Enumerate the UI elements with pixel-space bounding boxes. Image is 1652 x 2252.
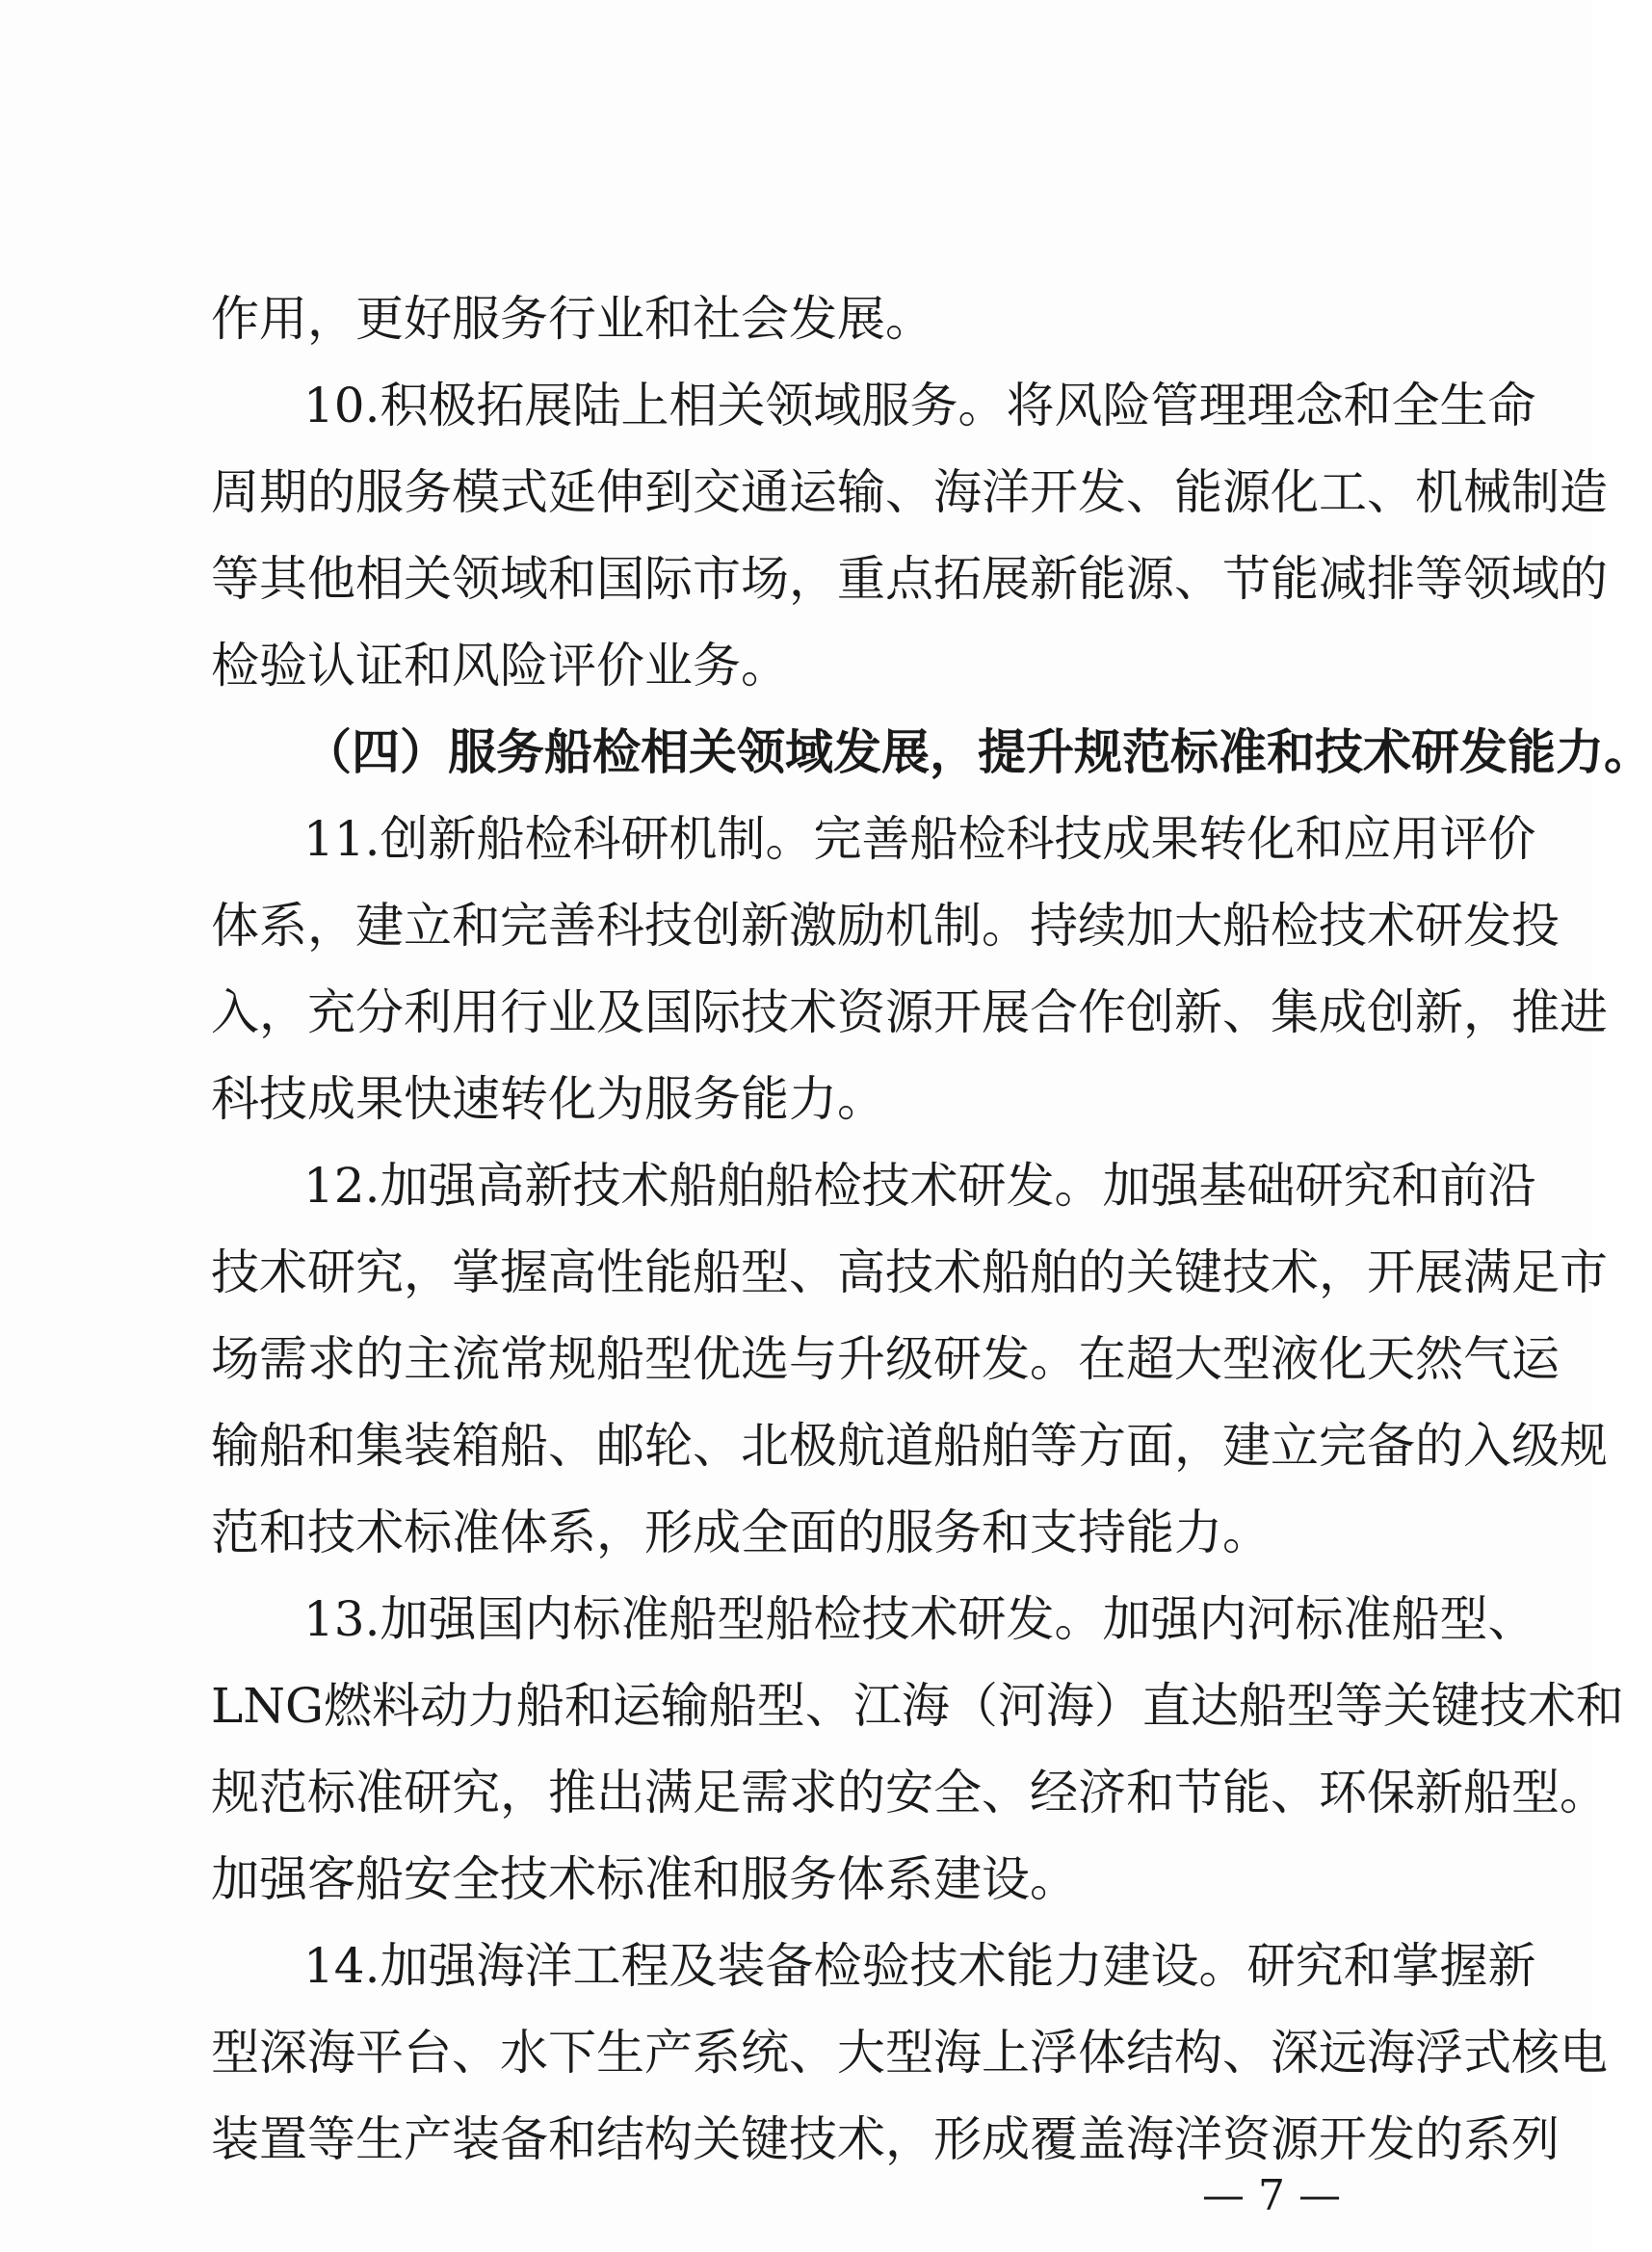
text-line: 装置等生产装备和结构关键技术，形成覆盖海洋资源开发的系列 — [211, 2111, 1560, 2167]
section-heading: （四）服务船检相关领域发展，提升规范标准和技术研发能力。 — [303, 723, 1652, 780]
text-line: 13.加强国内标准船型船检技术研发。加强内河标准船型、 — [303, 1591, 1536, 1647]
text-line: 10.积极拓展陆上相关领域服务。将风险管理理念和全生命 — [303, 378, 1536, 433]
text-line: 输船和集装箱船、邮轮、北极航道船舶等方面，建立完备的入级规 — [211, 1418, 1608, 1474]
text-line: 规范标准研究，推出满足需求的安全、经济和节能、环保新船型。 — [211, 1765, 1608, 1820]
text-line: 14.加强海洋工程及装备检验技术能力建设。研究和掌握新 — [303, 1938, 1536, 1994]
text-line: LNG燃料动力船和运输船型、江海（河海）直达船型等关键技术和 — [211, 1678, 1624, 1734]
text-line: 技术研究，掌握高性能船型、高技术船舶的关键技术，开展满足市 — [211, 1244, 1608, 1300]
text-line: 入，充分利用行业及国际技术资源开展合作创新、集成创新，推进 — [211, 984, 1608, 1040]
text-line: 加强客船安全技术标准和服务体系建设。 — [211, 1851, 1078, 1907]
text-line: 11.创新船检科研机制。完善船检科技成果转化和应用评价 — [303, 811, 1536, 867]
text-line: 体系，建立和完善科技创新激励机制。持续加大船检技术研发投 — [211, 898, 1560, 954]
text-line: 场需求的主流常规船型优选与升级研发。在超大型液化天然气运 — [211, 1331, 1560, 1387]
page-number: — 7 — — [1202, 2171, 1341, 2220]
text-line: 作用，更好服务行业和社会发展。 — [211, 291, 933, 347]
text-line: 范和技术标准体系，形成全面的服务和支持能力。 — [211, 1505, 1271, 1560]
text-line: 检验认证和风险评价业务。 — [211, 638, 789, 694]
text-line: 12.加强高新技术船舶船检技术研发。加强基础研究和前沿 — [303, 1158, 1536, 1214]
text-line: 科技成果快速转化为服务能力。 — [211, 1071, 885, 1127]
text-line: 型深海平台、水下生产系统、大型海上浮体结构、深远海浮式核电 — [211, 2025, 1608, 2081]
text-line: 周期的服务模式延伸到交通运输、海洋开发、能源化工、机械制造 — [211, 464, 1608, 520]
text-line: 等其他相关领域和国际市场，重点拓展新能源、节能减排等领域的 — [211, 551, 1608, 607]
